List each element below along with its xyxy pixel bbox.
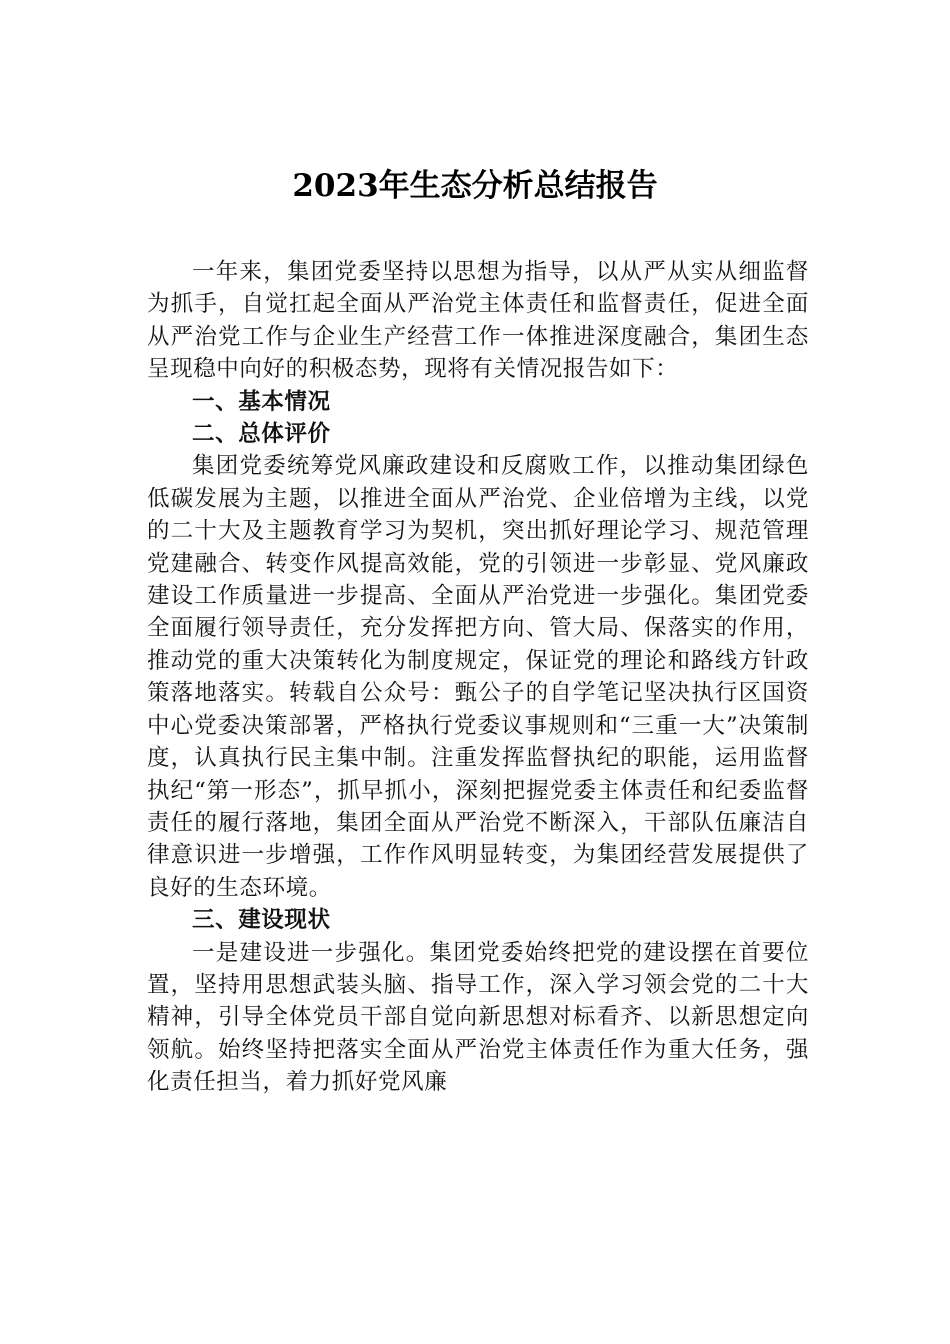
construction-status-paragraph: 一是建设进一步强化。集团党委始终把党的建设摆在首要位置，坚持用思想武装头脑、指导工作，深入学习领会党的二十大精神，引导全体党员干部自觉向新思想对标看齐、以新思想定向领航。始终坚持把落实全面从严治党主体责任作为重大任务，强化责任担当，着力抓好党风廉 [147,939,809,1096]
intro-paragraph: 一年来，集团党委坚持以思想为指导，以从严从实从细监督为抓手，自觉扛起全面从严治党主体责任和监督责任，促进全面从严治党工作与企业生产经营工作一体推进深度融合，集团生态呈现稳中向好的积极态势，现将有关情况报告如下： [147,259,809,383]
document-title: 2023年生态分析总结报告 [292,168,658,204]
section-heading-overall-evaluation: 二、总体评价 [192,421,331,448]
overall-evaluation-paragraph: 集团党委统筹党风廉政建设和反腐败工作，以推动集团绿色低碳发展为主题，以推进全面从严治党、企业倍增为主线，以党的二十大及主题教育学习为契机，突出抓好理论学习、规范管理党建融合、转变作风提高效能，党的引领进一步彰显、党风廉政建设工作质量进一步提高、全面从严治党进一步强化。集团党委全面履行领导责任，充分发挥把方向、管大局、保落实的作用，推动党的重大决策转化为制度规定，保证党的理论和路线方针政策落地落实。转载自公众号：甄公子的自学笔记坚决执行区国资中心党委决策部署，严格执行党委议事规则和“三重一大”决策制度，认真执行民主集中制。注重发挥监督执纪的职能，运用监督执纪“第一形态”，抓早抓小，深刻把握党委主体责任和纪委监督责任的履行落地，集团全面从严治党不断深入，干部队伍廉洁自律意识进一步增强，工作作风明显转变，为集团经营发展提供了良好的生态环境。 [147,453,809,901]
section-heading-basic-situation: 一、基本情况 [192,388,331,415]
section-heading-construction-status: 三、建设现状 [192,907,331,934]
document-body [147,256,809,1099]
